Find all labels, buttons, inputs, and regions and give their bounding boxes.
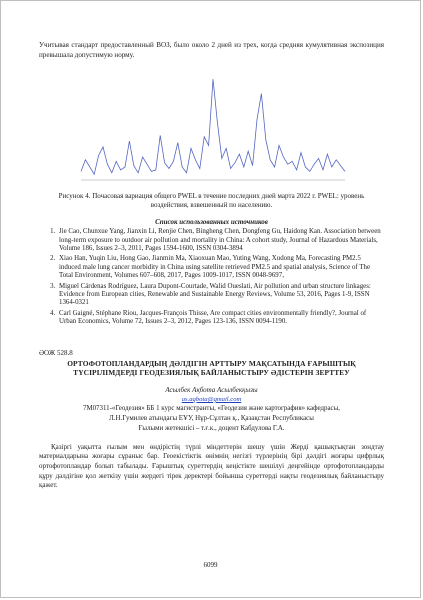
reference-item: 2. Xiao Han, Yuqin Liu, Hong Gao, Jianmin Ma, Xiaoxuan Mao, Yuting Wang, Xudong Ma, Forecasting PM2.5 induced male lung cancer morbidity in China using satellite retrieved PM2.5 and spatial analysis, Science of The Total Environment, Volumes 607–608, 2017, Pages 1009-1017, ISSN 0048-9697, <box>57 255 384 280</box>
affiliation-line: 7М07311-«Геодезия» ББ 1 курс магистранты, «Геодезия және картография» кафедрасы, <box>83 404 340 412</box>
pwel-chart-svg <box>75 68 349 186</box>
intro-paragraph: Учитывая стандарт предоставленный ВОЗ, было около 2 дней из трех, когда средняя кумулятивная экспозиция превышала допустимую норму. <box>39 41 384 59</box>
supervisor-line: Ғылыми жетекшісі – т.ғ.к., доцент Кабдулова Г.А. <box>138 424 285 432</box>
reference-item: 1. Jie Cao, Chunxue Yang, Jianxin Li, Renjie Chen, Bingheng Chen, Dongfeng Gu, Haidong Kan. Association between long-term exposure to outdoor air pollution and mortality in China: A cohort study, Journal of Hazardous Materials, Volume 186, Issues 2–3, 2011, Pages 1594-1600, ISSN 0304-3894 <box>57 228 384 253</box>
pwel-series-line <box>81 79 345 174</box>
abstract-paragraph: Қазіргі уақытта ғылым мен өндірістің түрлі міндеттерін шешу үшін Жерді қашықтықтан зондтау материалдарына жоғары сұраныс бар. Геоекістіктік өнімнің негізгі түрлерінің бірі дәлдігі жоғары цифрлық ортофотопландар болып табылады. Ғарыштық суреттердің кеңістікте шешілуі деңгейінде ортофотопландарды құру дәлдігіне қол жеткізу үшін жердегі тірек деректері бойынша суреттерді нақты геодезиялық байланыстыру қажет. <box>39 442 384 490</box>
reference-item: 3. Miguel Cárdenas Rodríguez, Laura Dupont-Courtade, Walid Oueslati, Air pollution and urban structure linkages: Evidence from European cities, Renewable and Sustainable Energy Reviews, Volume 53, 2016, Pages 1-9, ISSN 1364-0321 <box>57 283 384 308</box>
page-content <box>39 41 384 491</box>
author-name: Асылбек Ақбота Асылбекқызы <box>165 385 258 394</box>
pwel-chart <box>75 68 349 186</box>
article-title: ОРТОФОТОПЛАНДАРДЫҢ ДӘЛДІГІН АРТТЫРУ МАҚСАТЫНДА ҒАРЫШТЫҚ ТҮСІРІЛІМДЕРДІ ГЕОДЕЗИЯЛЫҚ БАЙЛАНЫСТЫРУ ӘДІСТЕРІН ЗЕРТТЕУ <box>67 358 356 378</box>
page-number: 6099 <box>203 561 218 569</box>
references-list <box>39 228 384 326</box>
figure-caption: Рисунок 4. Почасовая вариация общего PWEL в течение последних дней марта 2022 г. PWEL: уровень воздействия, взвешенный по населению. <box>58 192 365 210</box>
affiliation-line: Л.Н.Гумилев атындағы ЕҰУ, Нұр-Сұлтан қ., Қазақстан Республикасы <box>109 414 314 422</box>
references-heading: Список использованных источников <box>155 218 268 227</box>
author-email-link[interactable]: as.aqbota@gmail.com <box>181 395 242 403</box>
reference-item: 4. Carl Gaigné, Stéphane Riou, Jacques-François Thisse, Are compact cities environmentally friendly?, Journal of Urban Economics, Volume 72, Issues 2–3, 2012, Pages 123-136, ISSN 0094-1190. <box>57 310 384 327</box>
udc-code: ӘОЖ 528.8 <box>39 348 73 357</box>
